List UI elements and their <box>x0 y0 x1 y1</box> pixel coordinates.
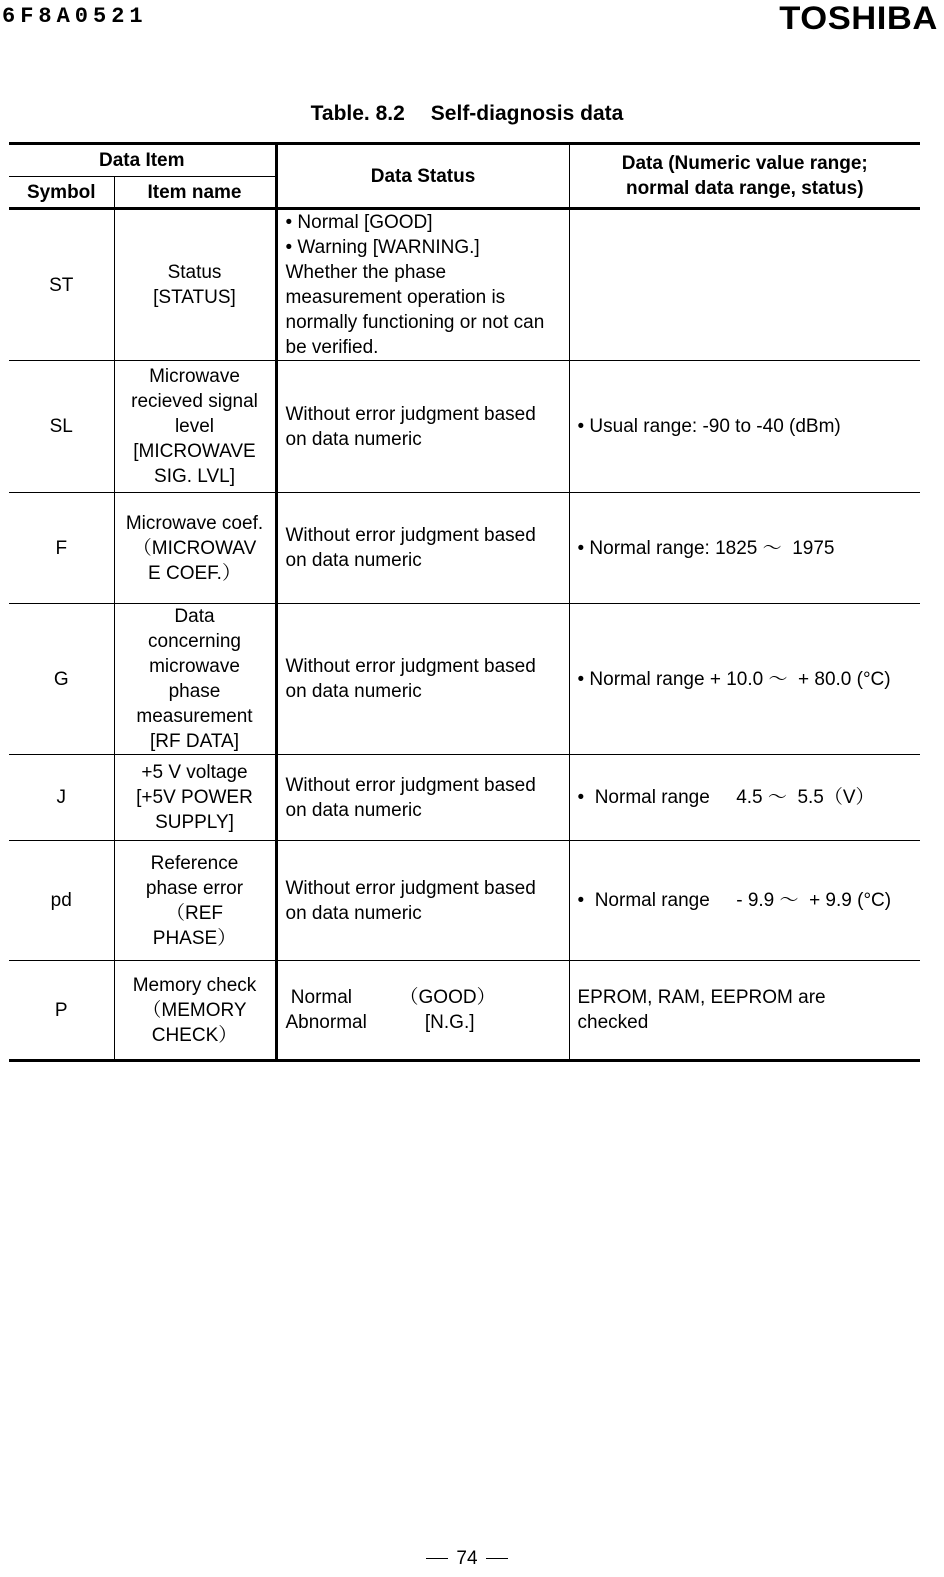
cell-symbol <box>9 209 114 361</box>
header-data-status: Data Status <box>276 144 569 209</box>
cell-data-range <box>569 493 920 604</box>
table-body <box>9 209 920 1061</box>
cell-data-status-line: • Warning [WARNING.] <box>285 237 480 258</box>
cell-item-name-line: Status <box>167 262 222 283</box>
header-data-range-line1: Data (Numeric value range; <box>621 153 868 174</box>
cell-item-name-line: [RF DATA] <box>149 731 240 752</box>
header-item-name: Item name <box>114 177 276 209</box>
cell-item-name-line: [STATUS] <box>153 287 236 308</box>
cell-item-name <box>114 604 276 755</box>
cell-item-name-line: [+5V POWER <box>136 787 253 808</box>
cell-item-name-line: phase error <box>145 877 244 899</box>
cell-data-status-line: on data numeric <box>285 799 422 821</box>
cell-symbol <box>9 841 114 961</box>
cell-symbol <box>9 361 114 493</box>
table-row <box>9 604 920 755</box>
cell-data-status-line: on data numeric <box>285 550 422 571</box>
cell-data-status-line: Abnormal [N.G.] <box>285 1012 475 1033</box>
cell-data-status-line: • Normal [GOOD] <box>285 212 433 233</box>
page-footer <box>0 1548 934 1570</box>
footer-dash-left <box>426 1558 448 1559</box>
cell-data-status <box>276 755 569 841</box>
cell-item-name-line: （MICROWAV <box>132 537 257 559</box>
table-row <box>9 209 920 361</box>
cell-symbol-text: G <box>53 668 69 690</box>
page-number: 74 <box>456 1548 478 1569</box>
cell-symbol-text: ST <box>49 274 74 296</box>
cell-data-status-line: Whether the phase <box>285 262 447 283</box>
header-symbol: Symbol <box>9 177 114 209</box>
cell-data-status-line: Without error judgment based <box>285 403 536 425</box>
cell-data-range-line: EPROM, RAM, EEPROM are <box>577 987 826 1008</box>
cell-data-range <box>569 755 920 841</box>
cell-item-name <box>114 841 276 961</box>
cell-symbol <box>9 961 114 1061</box>
table-row <box>9 841 920 961</box>
cell-data-status-line: normally functioning or not can <box>285 312 545 333</box>
cell-data-range-line: checked <box>577 1012 649 1033</box>
cell-data-status-line: Without error judgment based <box>285 656 536 677</box>
table-title-text: Self-diagnosis data <box>430 102 624 125</box>
cell-data-status-line: measurement operation is <box>285 287 506 308</box>
table-title-label: Table. 8.2 <box>310 102 405 125</box>
cell-data-range <box>569 841 920 961</box>
cell-data-status <box>276 209 569 361</box>
cell-item-name-line: SUPPLY] <box>155 812 234 833</box>
header-data-range-line2: normal data range, status) <box>625 178 864 199</box>
cell-item-name-line: [MICROWAVE <box>133 441 256 462</box>
cell-item-name-line: （MEMORY <box>142 999 247 1021</box>
header-data-range <box>569 144 920 209</box>
cell-item-name <box>114 961 276 1061</box>
cell-data-status-line: Normal （GOOD） <box>285 987 496 1008</box>
cell-item-name <box>114 209 276 361</box>
document-number: 6F8A0521 <box>2 4 148 29</box>
toshiba-logo: TOSHIBA <box>779 0 938 36</box>
cell-data-status-line: on data numeric <box>285 428 422 450</box>
cell-data-status-line: on data numeric <box>285 902 422 924</box>
cell-symbol-text: F <box>55 537 68 559</box>
cell-item-name <box>114 361 276 493</box>
table-row <box>9 493 920 604</box>
cell-item-name-line: microwave <box>149 656 240 677</box>
cell-symbol <box>9 755 114 841</box>
cell-symbol-text: pd <box>50 890 72 911</box>
cell-symbol-text: J <box>56 787 66 808</box>
cell-data-status <box>276 961 569 1061</box>
cell-item-name <box>114 493 276 604</box>
table-row <box>9 755 920 841</box>
cell-data-range <box>569 361 920 493</box>
cell-data-status <box>276 493 569 604</box>
cell-item-name-line: Microwave coef. <box>125 512 264 534</box>
cell-data-range-line: • Normal range 4.5 ～ 5.5（V） <box>577 787 875 808</box>
cell-data-range-line: • Normal range: 1825 ～ 1975 <box>577 537 835 559</box>
cell-data-status <box>276 841 569 961</box>
cell-item-name-line: PHASE） <box>152 927 237 949</box>
cell-data-range <box>569 961 920 1061</box>
cell-item-name-line: recieved signal <box>131 391 258 412</box>
cell-item-name-line: SIG. LVL] <box>154 466 235 487</box>
cell-item-name-line: CHECK） <box>151 1024 238 1046</box>
cell-symbol <box>9 604 114 755</box>
table-row <box>9 361 920 493</box>
cell-data-status-line: Without error judgment based <box>285 774 536 796</box>
cell-item-name-line: level <box>174 416 215 437</box>
cell-data-range <box>569 209 920 361</box>
cell-item-name-line: Microwave <box>149 366 240 387</box>
table-row <box>9 961 920 1061</box>
footer-dash-right <box>486 1558 508 1559</box>
cell-item-name-line: +5 V voltage <box>141 762 248 783</box>
cell-item-name-line: Reference <box>150 852 239 874</box>
cell-item-name-line: （REF <box>165 902 223 924</box>
cell-item-name-line: concerning <box>148 631 241 652</box>
cell-item-name-line: E COEF.） <box>148 562 241 584</box>
cell-item-name-line: Memory check <box>132 974 257 996</box>
cell-data-status-line: Without error judgment based <box>285 525 536 546</box>
cell-data-range-line: • Normal range + 10.0 ～ + 80.0 (°C) <box>577 668 891 690</box>
self-diagnosis-table <box>9 142 920 1062</box>
cell-data-status-line: on data numeric <box>285 681 422 702</box>
cell-data-status-line: Without error judgment based <box>285 877 536 899</box>
cell-data-range-line: • Usual range: -90 to -40 (dBm) <box>577 416 841 437</box>
cell-data-range <box>569 604 920 755</box>
cell-item-name-line: phase <box>168 681 221 702</box>
cell-symbol <box>9 493 114 604</box>
cell-data-status-line: be verified. <box>285 337 379 358</box>
cell-item-name-line: Data <box>174 606 215 627</box>
header-data-item: Data Item <box>9 144 276 177</box>
cell-data-range-line: • Normal range - 9.9 ～ + 9.9 (°C) <box>577 890 892 911</box>
table-title <box>0 102 934 126</box>
cell-symbol-text: SL <box>49 416 73 437</box>
cell-data-status <box>276 604 569 755</box>
cell-symbol-text: P <box>54 999 68 1021</box>
cell-item-name <box>114 755 276 841</box>
cell-item-name-line: measurement <box>136 706 253 727</box>
cell-data-status <box>276 361 569 493</box>
